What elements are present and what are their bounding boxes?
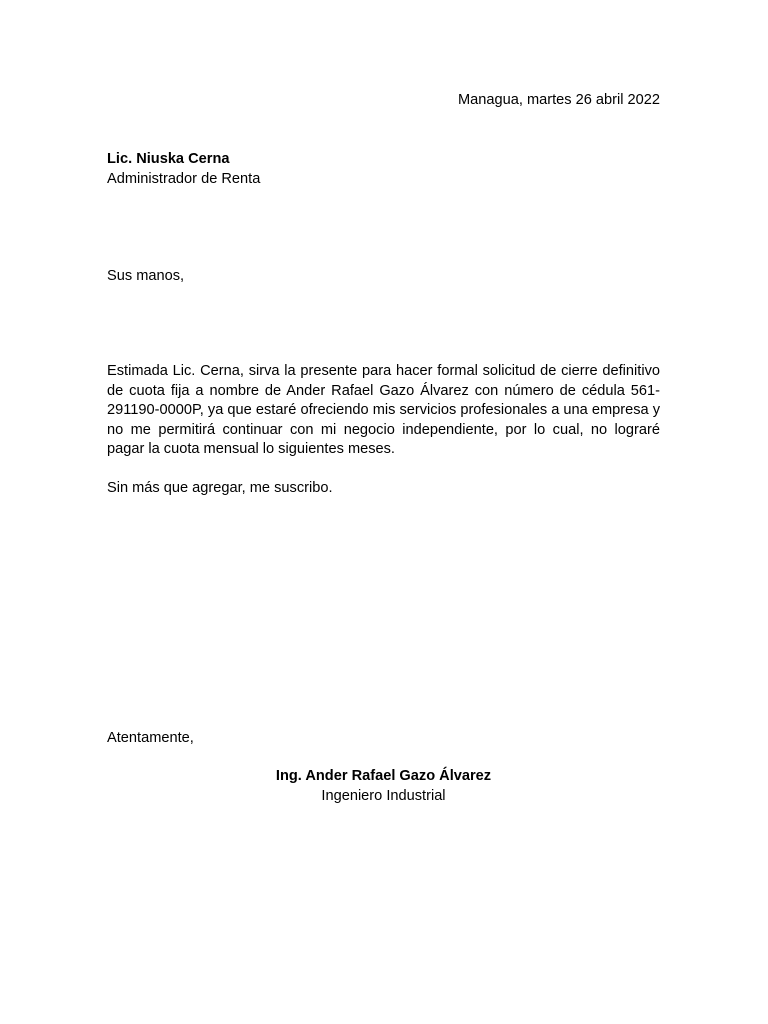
valediction: Atentamente,	[107, 730, 194, 746]
signature-block	[107, 767, 660, 806]
signer-title: Ingeniero Industrial	[321, 787, 446, 804]
date-line: Managua, martes 26 abril 2022	[457, 92, 660, 108]
recipient-name: Lic. Niuska Cerna	[107, 151, 230, 167]
recipient-title: Administrador de Renta	[107, 170, 261, 187]
closing-line: Sin más que agregar, me suscribo.	[107, 480, 333, 496]
signer-name: Ing. Ander Rafael Gazo Álvarez	[275, 768, 492, 784]
salutation: Sus manos,	[107, 268, 185, 284]
recipient-block	[107, 150, 260, 189]
body-paragraph: Estimada Lic. Cerna, sirva la presente para hacer formal solicitud de cierre definitivo de cuota fija a nombre de Ander Rafael Gazo Álvarez con número de cédula 561-291190-0000P, ya que estaré ofreciendo mis servicios profesionales a una empresa y no me permitirá continuar con mi negocio independiente, por lo cual, no lograré pagar la cuota mensual lo siguientes meses.	[107, 363, 660, 457]
